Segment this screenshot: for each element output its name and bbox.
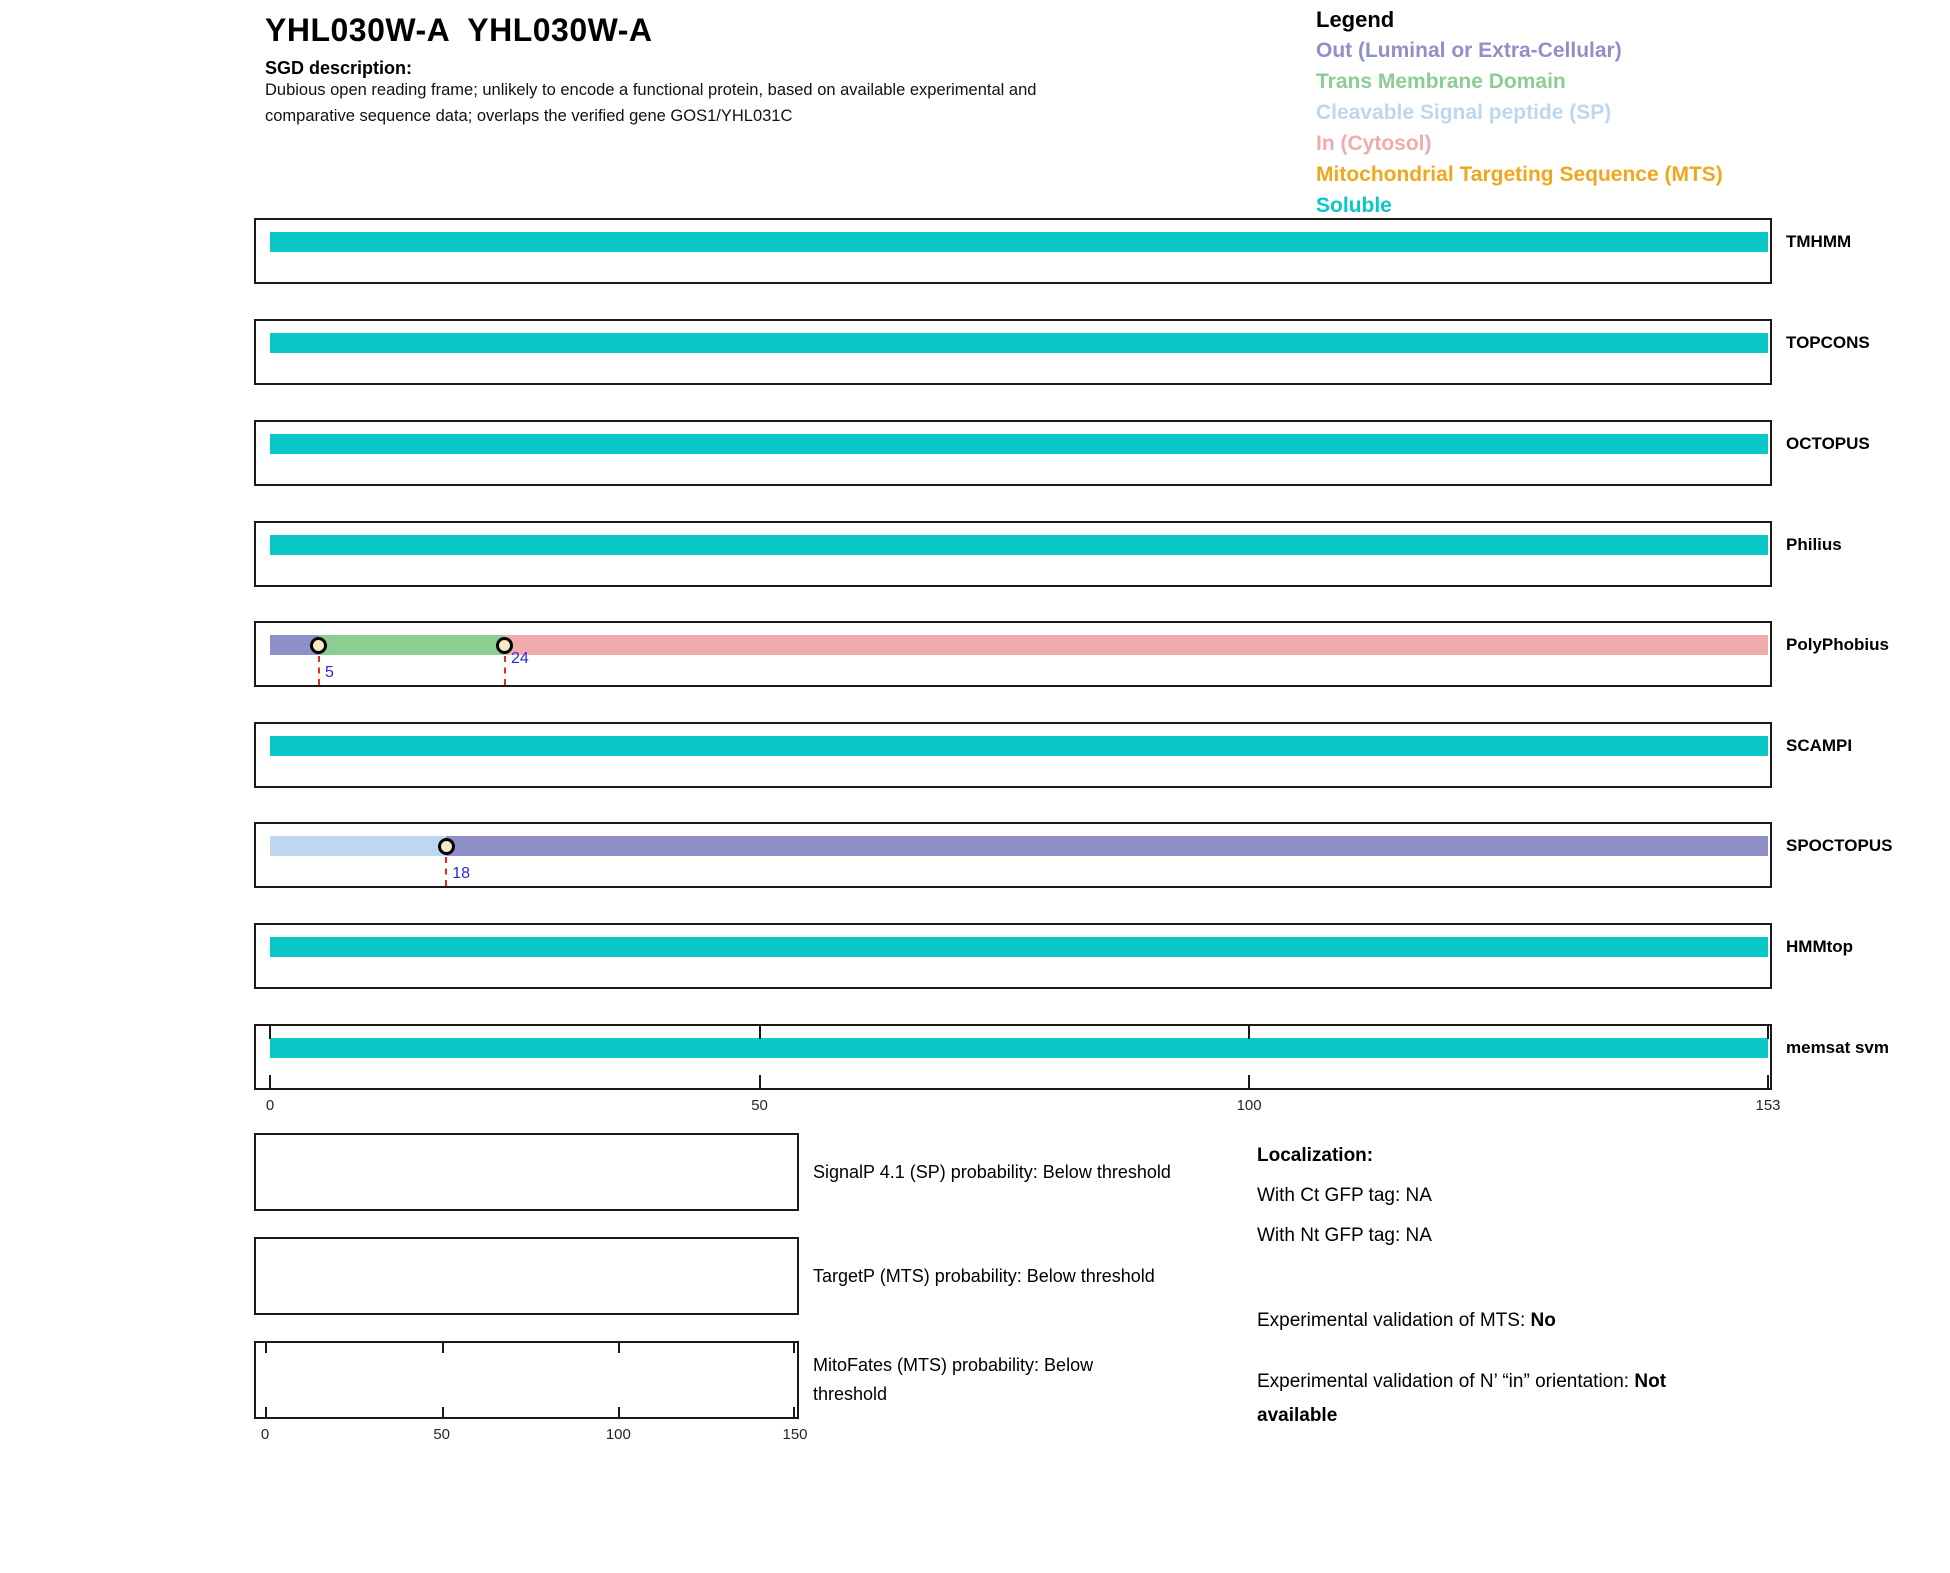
sequence-axis-label: 153	[1755, 1097, 1781, 1114]
track-label-hmmtop: HMMtop	[1786, 937, 1854, 956]
marker-callout-line	[318, 656, 320, 685]
probability-axis-tick	[793, 1343, 795, 1353]
track-label-scampi: SCAMPI	[1786, 736, 1853, 755]
probability-axis-tick	[265, 1343, 267, 1353]
legend	[1316, 4, 1723, 221]
track-box-tmhmm	[254, 218, 1772, 284]
probability-axis-tick	[265, 1407, 267, 1417]
page-title: YHL030W-A YHL030W-A	[265, 12, 653, 48]
orientation-validation-line	[1257, 1365, 1731, 1433]
sequence-axis-tick	[759, 1075, 761, 1088]
gfp-tag-line: With Ct GFP tag: NA	[1257, 1185, 1432, 1206]
legend-item-in: In (Cytosol)	[1316, 132, 1432, 155]
track-label-philius: Philius	[1786, 535, 1842, 554]
track-box-philius	[254, 521, 1772, 587]
probability-axis-tick	[442, 1343, 444, 1353]
probability-plot-box-targetp	[254, 1237, 799, 1315]
legend-item-sp: Cleavable Signal peptide (SP)	[1316, 101, 1612, 124]
sequence-axis-tick	[759, 1026, 761, 1039]
sequence-axis-label: 100	[1236, 1097, 1262, 1114]
mts-validation-text: Experimental validation of MTS:	[1257, 1310, 1531, 1331]
legend-item-out: Out (Luminal or Extra-Cellular)	[1316, 39, 1622, 62]
track-label-spoctopus: SPOCTOPUS	[1786, 836, 1893, 855]
legend-item-tm: Trans Membrane Domain	[1316, 70, 1566, 93]
probability-axis-tick	[793, 1407, 795, 1417]
sgd-description-line2: comparative sequence data; overlaps the verified gene GOS1/YHL031C	[265, 107, 793, 125]
probability-axis-tick	[442, 1407, 444, 1417]
sgd-description-label: SGD description:	[265, 58, 413, 78]
mts-validation-line	[1257, 1310, 1556, 1332]
probability-axis-tick	[618, 1343, 620, 1353]
track-label-topcons: TOPCONS	[1786, 333, 1870, 352]
track-box-hmmtop	[254, 923, 1772, 989]
mts-validation-value: No	[1530, 1310, 1556, 1331]
sequence-axis-tick	[269, 1026, 271, 1039]
track-label-tmhmm: TMHMM	[1786, 232, 1852, 251]
gfp-tag-line: With Nt GFP tag: NA	[1257, 1225, 1432, 1246]
sequence-axis-tick	[1248, 1026, 1250, 1039]
probability-axis-tick	[618, 1407, 620, 1417]
track-box-scampi	[254, 722, 1772, 788]
topology-marker	[438, 838, 455, 855]
sequence-axis-label: 0	[265, 1097, 275, 1114]
probability-axis-label: 50	[433, 1426, 450, 1443]
track-segment-soluble	[270, 333, 1768, 353]
orientation-validation-text: Experimental validation of N’ “in” orientation:	[1257, 1371, 1635, 1392]
track-label-polyphobius: PolyPhobius	[1786, 635, 1889, 654]
track-segment-soluble	[270, 937, 1768, 957]
track-segment-out	[446, 836, 1768, 856]
marker-position-label: 18	[452, 865, 471, 882]
legend-item-soluble: Soluble	[1316, 194, 1392, 217]
track-segment-in	[505, 635, 1768, 655]
track-segment-soluble	[270, 736, 1768, 756]
track-segment-soluble	[270, 1038, 1768, 1058]
track-segment-soluble	[270, 535, 1768, 555]
track-label-memsat-svm: memsat svm	[1786, 1038, 1890, 1057]
orientation-validation-value: Not available	[1257, 1371, 1667, 1426]
sequence-axis-tick	[1248, 1075, 1250, 1088]
sequence-axis-label: 50	[751, 1097, 768, 1114]
track-segment-soluble	[270, 232, 1768, 252]
sequence-axis-tick	[1767, 1075, 1769, 1088]
track-box-polyphobius	[254, 621, 1772, 687]
sequence-axis-tick	[269, 1075, 271, 1088]
probability-plot-label-line: MitoFates (MTS) probability: Below	[813, 1355, 1094, 1375]
marker-callout-line	[445, 857, 447, 886]
sgd-description-line1: Dubious open reading frame; unlikely to encode a functional protein, based on available experimental and	[265, 81, 1037, 99]
track-label-octopus: OCTOPUS	[1786, 434, 1870, 453]
localization-heading: Localization:	[1257, 1145, 1374, 1166]
probability-axis-label: 0	[260, 1426, 270, 1443]
legend-title: Legend	[1316, 7, 1395, 32]
probability-axis-label: 100	[605, 1426, 631, 1443]
track-segment-tm	[319, 635, 505, 655]
track-box-topcons	[254, 319, 1772, 385]
marker-callout-line	[504, 656, 506, 685]
probability-axis-label: 150	[782, 1426, 808, 1443]
probability-plot-label-line: threshold	[813, 1384, 888, 1404]
legend-item-mts: Mitochondrial Targeting Sequence (MTS)	[1316, 163, 1723, 186]
probability-plot-label-mitofates	[813, 1341, 1233, 1419]
marker-position-label: 5	[324, 664, 334, 681]
track-segment-soluble	[270, 434, 1768, 454]
probability-plot-label-signalp	[813, 1133, 1233, 1211]
probability-plot-box-signalp	[254, 1133, 799, 1211]
probability-plot-label-targetp	[813, 1237, 1233, 1315]
track-box-octopus	[254, 420, 1772, 486]
track-segment-sp	[270, 836, 446, 856]
track-box-memsat-svm	[254, 1024, 1772, 1090]
track-box-spoctopus	[254, 822, 1772, 888]
topology-marker	[310, 637, 327, 654]
marker-position-label: 24	[510, 650, 529, 667]
probability-plot-box-mitofates	[254, 1341, 799, 1419]
sequence-axis-tick	[1767, 1026, 1769, 1039]
probability-plot-label-line: SignalP 4.1 (SP) probability: Below threshold	[813, 1161, 1171, 1182]
probability-plot-label-line: TargetP (MTS) probability: Below threshold	[813, 1265, 1155, 1286]
